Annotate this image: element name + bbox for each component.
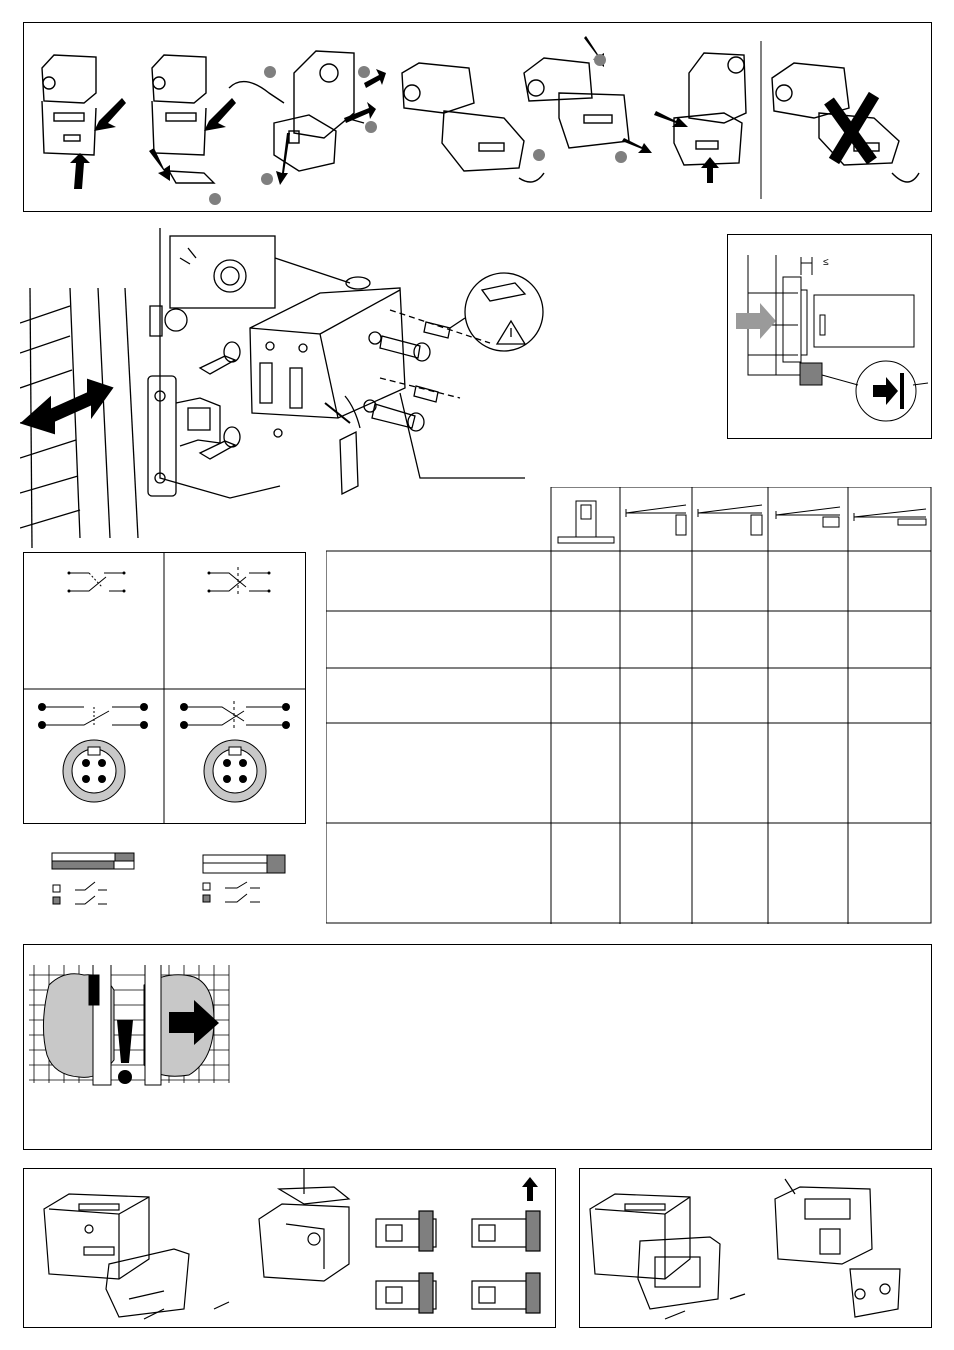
step-1-illustration: [42, 55, 96, 155]
switching-travel-diagrams: [45, 850, 305, 910]
approach-diagram-panel: [727, 234, 932, 439]
torx-screw-icon: [150, 306, 187, 336]
step-badges: [209, 54, 627, 205]
step-3-illustration: [229, 51, 364, 171]
mounting-screws: [364, 310, 525, 478]
protective-cap-callout: [170, 236, 350, 308]
connector-face-left: [63, 740, 125, 802]
not-allowed-cross: [829, 95, 874, 161]
connector-face-right: [204, 740, 266, 802]
step-6-illustration: [674, 53, 746, 165]
step-5-illustration: [524, 58, 629, 148]
attention-exclamation-icon: [117, 1020, 133, 1084]
end-stop-icon: [873, 373, 904, 409]
head-rotation-panel: [23, 22, 932, 212]
door-movement-arrow: [22, 380, 112, 433]
actuator-approach-arrow: [736, 303, 776, 339]
head-rotation-steps: [24, 23, 931, 211]
actuator-mounting-panel: [23, 1168, 556, 1328]
warning-callout: [450, 273, 543, 351]
switch-body: [250, 277, 405, 437]
escape-release-panel: [23, 944, 932, 1150]
step-4-illustration: [402, 63, 524, 171]
contact-diagrams-panel: [23, 552, 306, 824]
gap-label: ≤: [823, 257, 829, 268]
actuator: [148, 376, 220, 496]
actuator-variant-panel: [579, 1168, 932, 1328]
actuator-type-table: [326, 487, 932, 924]
